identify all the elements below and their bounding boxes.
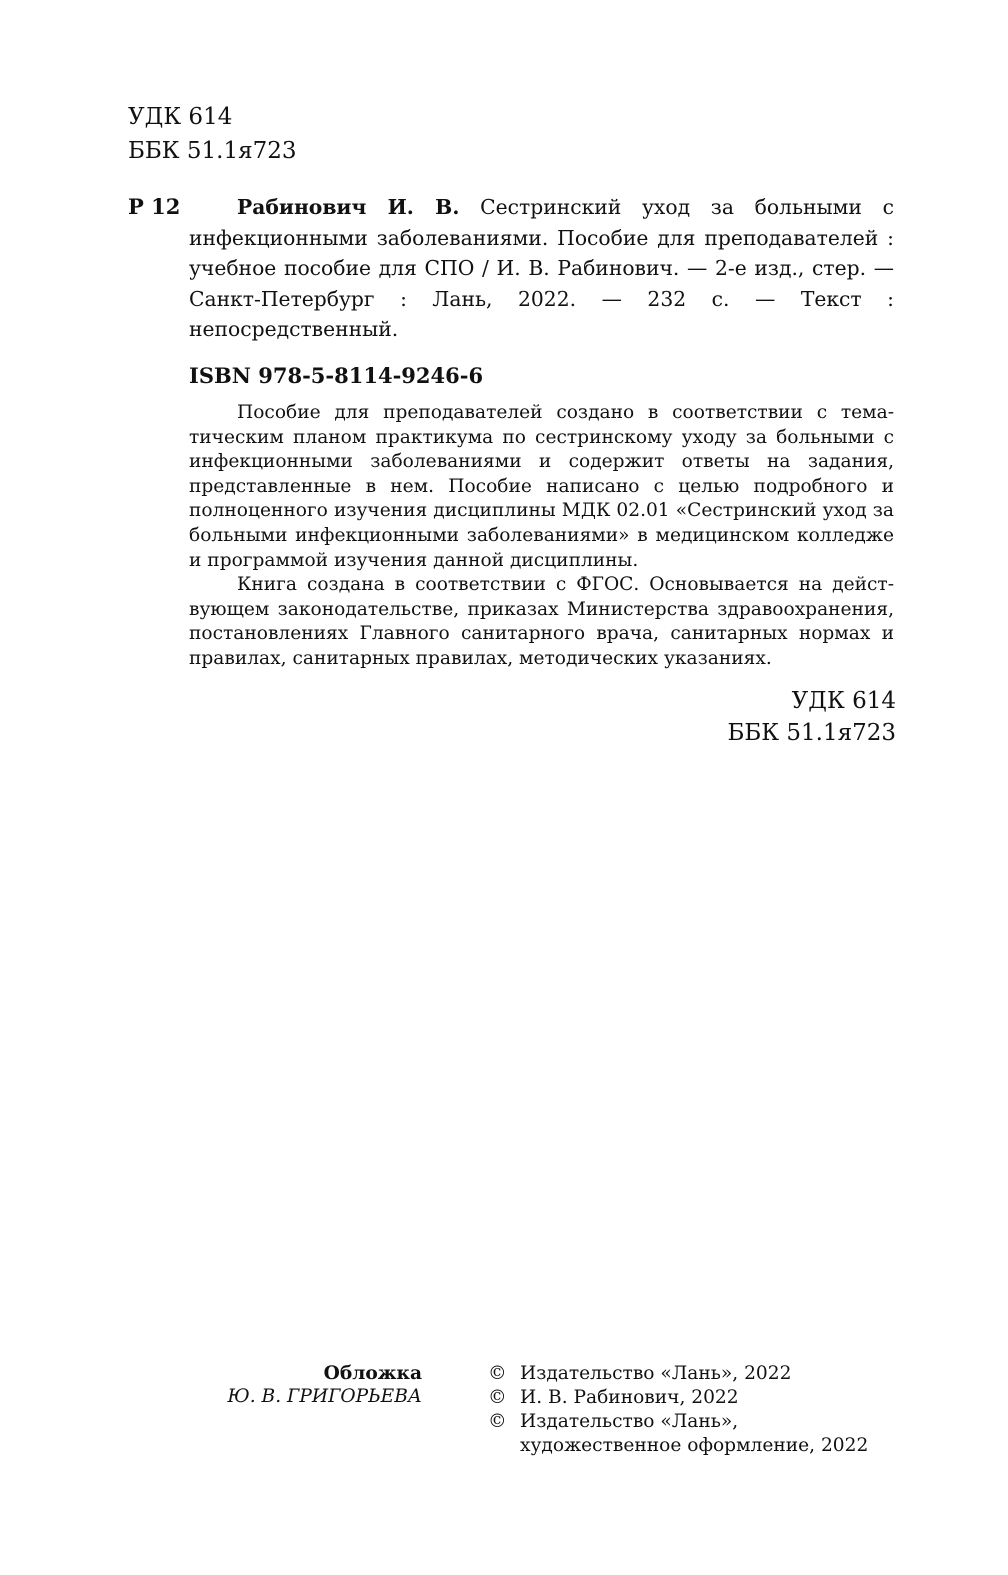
isbn: ISBN 978-5-8114-9246-6 (189, 362, 484, 388)
copyright-text: Издательство «Лань», (520, 1411, 739, 1432)
catalog-card (128, 192, 894, 672)
copyright-text-continued: художественное оформление, 2022 (520, 1435, 869, 1456)
copyright-line (488, 1410, 868, 1434)
description-text: Сестринский уход за больными с инфекционными заболеваниями. Пособие для преподавателей : учебное пособие для СПО / И. В. Рабинович. — 2-е изд., стер. — Санкт-Петербург : Лань, 2022. — 232 с. — Текст : непосредственный. (189, 195, 894, 341)
bbk-code: ББК 51.1я723 (128, 138, 297, 164)
copyright-icon: © (488, 1411, 507, 1432)
copyright-block (488, 1362, 868, 1458)
annotation (189, 401, 894, 672)
copyright-text: И. В. Рабинович, 2022 (520, 1387, 739, 1408)
copyright-icon: © (488, 1387, 507, 1408)
annotation-paragraph: Книга создана в соответствии с ФГОС. Основывается на действующем законодательстве, приказах Министерства здравоохранения, постановлениях Главного санитарного врача, санитарных нормах и правилах, санитарных правилах, методических указаниях. (189, 574, 894, 669)
author-name: Рабинович И. В. (237, 195, 460, 219)
copyright-line (488, 1386, 868, 1410)
udk-code: УДК 614 (128, 104, 233, 130)
udk-code: УДК 614 (791, 688, 896, 714)
author-mark: Р 12 (128, 194, 181, 219)
bbk-code: ББК 51.1я723 (727, 720, 896, 746)
copyright-icon: © (488, 1363, 507, 1384)
classification-bottom (727, 685, 896, 749)
cover-designer-name: Ю. В. ГРИГОРЬЕВА (227, 1386, 422, 1407)
classification-top (128, 100, 297, 168)
annotation-paragraph: Пособие для преподавателей создано в соответствии с тематическим планом практикума по сестринскому уходу за больными с инфекционными заболеваниями и содержит ответы на задания, представленные в нем. Пособие написано с целью подробного и полноценного изучения дисциплины МДК 02.01 «Сестринский уход за больными инфекционными заболеваниями» в медицинском колледже и программой изучения данной дисциплины. (189, 402, 894, 571)
bibliographic-description (189, 192, 894, 345)
copyright-text: Издательство «Лань», 2022 (520, 1363, 792, 1384)
copyright-line (488, 1362, 868, 1386)
cover-credit-label: Обложка (323, 1363, 422, 1384)
cover-credit (228, 1362, 422, 1408)
